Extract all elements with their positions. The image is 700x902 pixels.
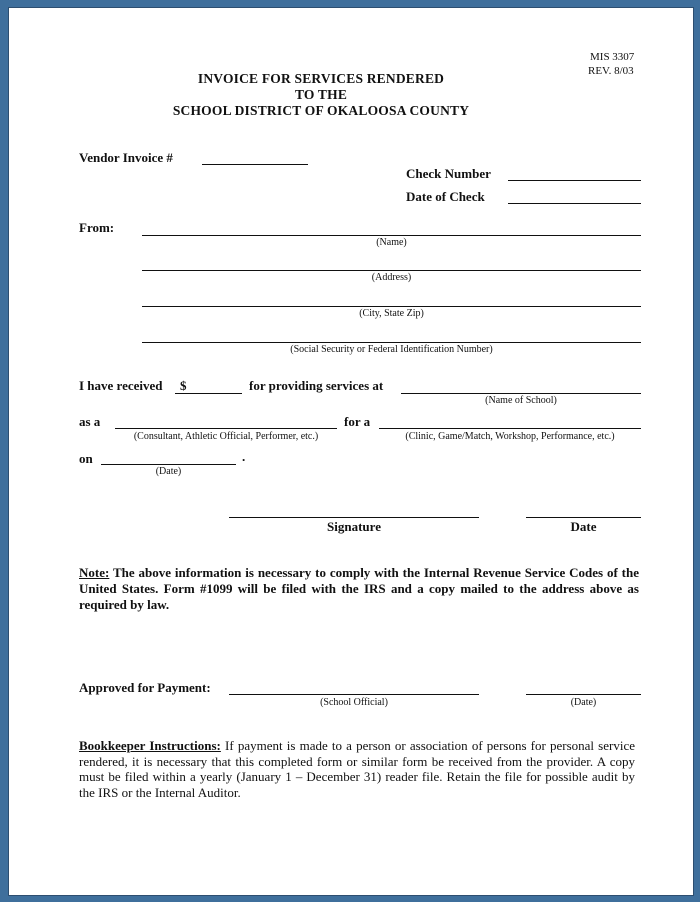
check-number-field[interactable] — [508, 180, 641, 181]
invoice-form-page — [8, 7, 694, 896]
service-date-caption: (Date) — [155, 466, 182, 477]
event-type-caption: (Clinic, Game/Match, Workshop, Performance, etc.) — [405, 431, 615, 442]
form-number: MIS 3307 — [590, 51, 635, 63]
form-title-line-1: INVOICE FOR SERVICES RENDERED — [197, 71, 445, 86]
date-of-check-field[interactable] — [508, 203, 641, 204]
from-label: From: — [79, 220, 115, 235]
service-role-caption: (Consultant, Athletic Official, Performer, etc.) — [133, 431, 319, 442]
signature-date-field[interactable] — [526, 517, 641, 518]
form-title-line-3: SCHOOL DISTRICT OF OKALOOSA COUNTY — [172, 103, 470, 118]
name-field[interactable] — [142, 235, 641, 236]
form-revision: REV. 8/03 — [588, 65, 634, 77]
check-number-label: Check Number — [406, 166, 491, 181]
approval-date-caption: (Date) — [570, 697, 597, 708]
address-caption: (Address) — [371, 272, 412, 283]
school-official-caption: (School Official) — [320, 697, 388, 708]
dollar-sign: $ — [180, 378, 187, 393]
city-state-zip-caption: (City, State Zip) — [359, 308, 424, 319]
as-a-label: as a — [79, 414, 101, 429]
for-a-label: for a — [344, 414, 371, 429]
approval-date-field[interactable] — [526, 694, 641, 695]
vendor-invoice-label: Vendor Invoice # — [79, 150, 173, 165]
service-role-field[interactable] — [115, 428, 337, 429]
school-official-field[interactable] — [229, 694, 479, 695]
providing-services-label: for providing services at — [249, 378, 384, 393]
bookkeeper-label: Bookkeeper Instructions: — [79, 738, 221, 753]
bookkeeper-instructions-paragraph — [79, 738, 635, 800]
on-label: on — [79, 451, 93, 466]
approved-for-payment-label: Approved for Payment: — [79, 680, 211, 695]
bookkeeper-text: If payment is made to a person or association of persons for personal service rendered, it is necessary that this completed form or similar form be received from the provider. A copy must be filed within a yearly (January 1 – December 31) reader file. Retain the file for possible audit by the IRS or the Internal Auditor. — [79, 738, 635, 800]
address-field[interactable] — [142, 270, 641, 271]
name-caption: (Name) — [376, 237, 407, 248]
event-type-field[interactable] — [379, 428, 641, 429]
ssn-field[interactable] — [142, 342, 641, 343]
note-label: Note: — [79, 565, 110, 580]
note-paragraph — [79, 565, 639, 613]
school-name-caption: (Name of School) — [485, 395, 557, 406]
amount-field[interactable] — [175, 393, 242, 394]
school-name-field[interactable] — [401, 393, 641, 394]
ssn-caption: (Social Security or Federal Identification Number) — [290, 344, 493, 355]
signature-field[interactable] — [229, 517, 479, 518]
signature-date-label: Date — [570, 519, 597, 534]
received-label: I have received — [79, 378, 163, 393]
note-text: The above information is necessary to comply with the Internal Revenue Service Codes of the United States. Form #1099 will be filed with the IRS and a copy mailed to the address above as required by law. — [79, 565, 639, 612]
signature-label: Signature — [327, 519, 381, 534]
service-date-field[interactable] — [101, 464, 236, 465]
period-mark: . — [242, 449, 246, 464]
city-state-zip-field[interactable] — [142, 306, 641, 307]
vendor-invoice-field[interactable] — [202, 164, 308, 165]
date-of-check-label: Date of Check — [406, 189, 485, 204]
form-title-line-2: TO THE — [294, 87, 348, 102]
